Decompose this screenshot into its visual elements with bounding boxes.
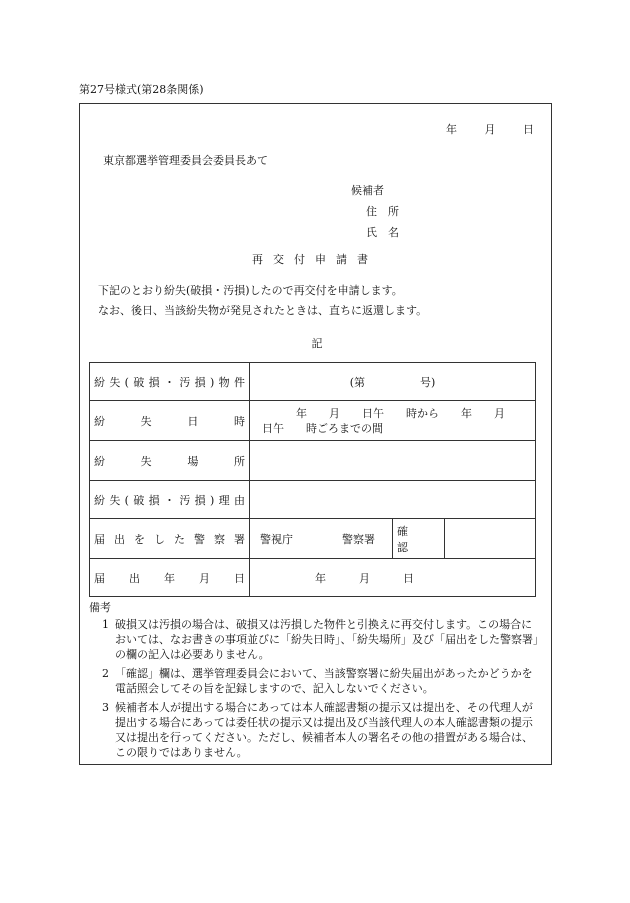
lost-reason-value (250, 481, 536, 519)
note-item (89, 617, 541, 662)
date-month: 月 (484, 123, 496, 136)
body-line-1: 下記のとおり紛失(破損・汚損)したので再交付を申請します。 (98, 284, 403, 297)
detail-table (89, 362, 536, 597)
confirm-label: 確 認 (393, 519, 445, 559)
notes (89, 600, 541, 764)
applicant-address-label: 住 所 (366, 205, 399, 218)
lost-datetime-value (250, 401, 536, 441)
applicant-name-label: 氏 名 (366, 226, 399, 239)
applicant-label: 候補者 (351, 184, 384, 197)
addressee: 東京都選挙管理委員会委員長あて (103, 154, 268, 167)
application-date (446, 121, 534, 137)
confirm-value (445, 519, 536, 559)
lost-item-value: (第 号) (250, 363, 536, 401)
note-text: 「確認」欄は、選挙管理委員会において、当該警察署に紛失届出があったかどうかを電話照会してその旨を記録しますので、記入しないでください。 (115, 667, 533, 695)
date-year: 年 (446, 123, 457, 136)
police-b: 警察署 (342, 532, 375, 546)
date-day: 日 (523, 123, 534, 136)
form-number: 第27号様式(第28条関係) (79, 83, 204, 96)
ki-heading: 記 (311, 337, 323, 350)
lost-item-label: 紛失(破損・汚損)物件 (90, 363, 250, 401)
lost-datetime-label: 紛失日時 (90, 401, 250, 441)
lost-datetime-line-1: 年 月 日午 時から 年 月 (296, 406, 505, 420)
document-title: 再交付申請書 (252, 253, 378, 266)
table-row (90, 481, 536, 519)
lost-reason-label: 紛失(破損・汚損)理由 (90, 481, 250, 519)
note-item (89, 700, 541, 760)
police-station-value (250, 519, 393, 559)
report-date-label: 届出年月日 (90, 559, 250, 597)
lost-place-value (250, 441, 536, 481)
note-number: 1 (102, 618, 109, 631)
notes-heading: 備考 (89, 601, 111, 614)
police-station-label: 届出をした警察署 (90, 519, 250, 559)
table-row (90, 401, 536, 441)
body-text (98, 281, 427, 321)
applicant-block (351, 180, 399, 243)
note-item (89, 666, 541, 696)
report-date-value: 年 月 日 (250, 559, 536, 597)
note-number: 2 (102, 667, 109, 680)
table-row (90, 363, 536, 401)
lost-place-label: 紛失場所 (90, 441, 250, 481)
table-row (90, 559, 536, 597)
police-a: 警視庁 (260, 532, 293, 546)
lost-datetime-line-2: 日午 時ごろまでの間 (262, 421, 383, 435)
table-row (90, 519, 536, 559)
note-text: 候補者本人が提出する場合にあっては本人確認書類の提示又は提出を、その代理人が提出する場合にあっては委任状の提示又は提出及び当該代理人の本人確認書類の提示又は提出を行ってください。ただし、候補者本人の署名その他の措置がある場合は、この限りではありません。 (115, 701, 533, 759)
note-number: 3 (102, 701, 109, 714)
note-text: 破損又は汚損の場合は、破損又は汚損した物件と引換えに再交付します。この場合においては、なお書きの事項並びに「紛失日時」、「紛失場所」及び「届出をした警察署」の欄の記入は必要ありません。 (115, 618, 539, 661)
table-row (90, 441, 536, 481)
body-line-2: なお、後日、当該紛失物が発見されたときは、直ちに返還します。 (98, 304, 428, 317)
